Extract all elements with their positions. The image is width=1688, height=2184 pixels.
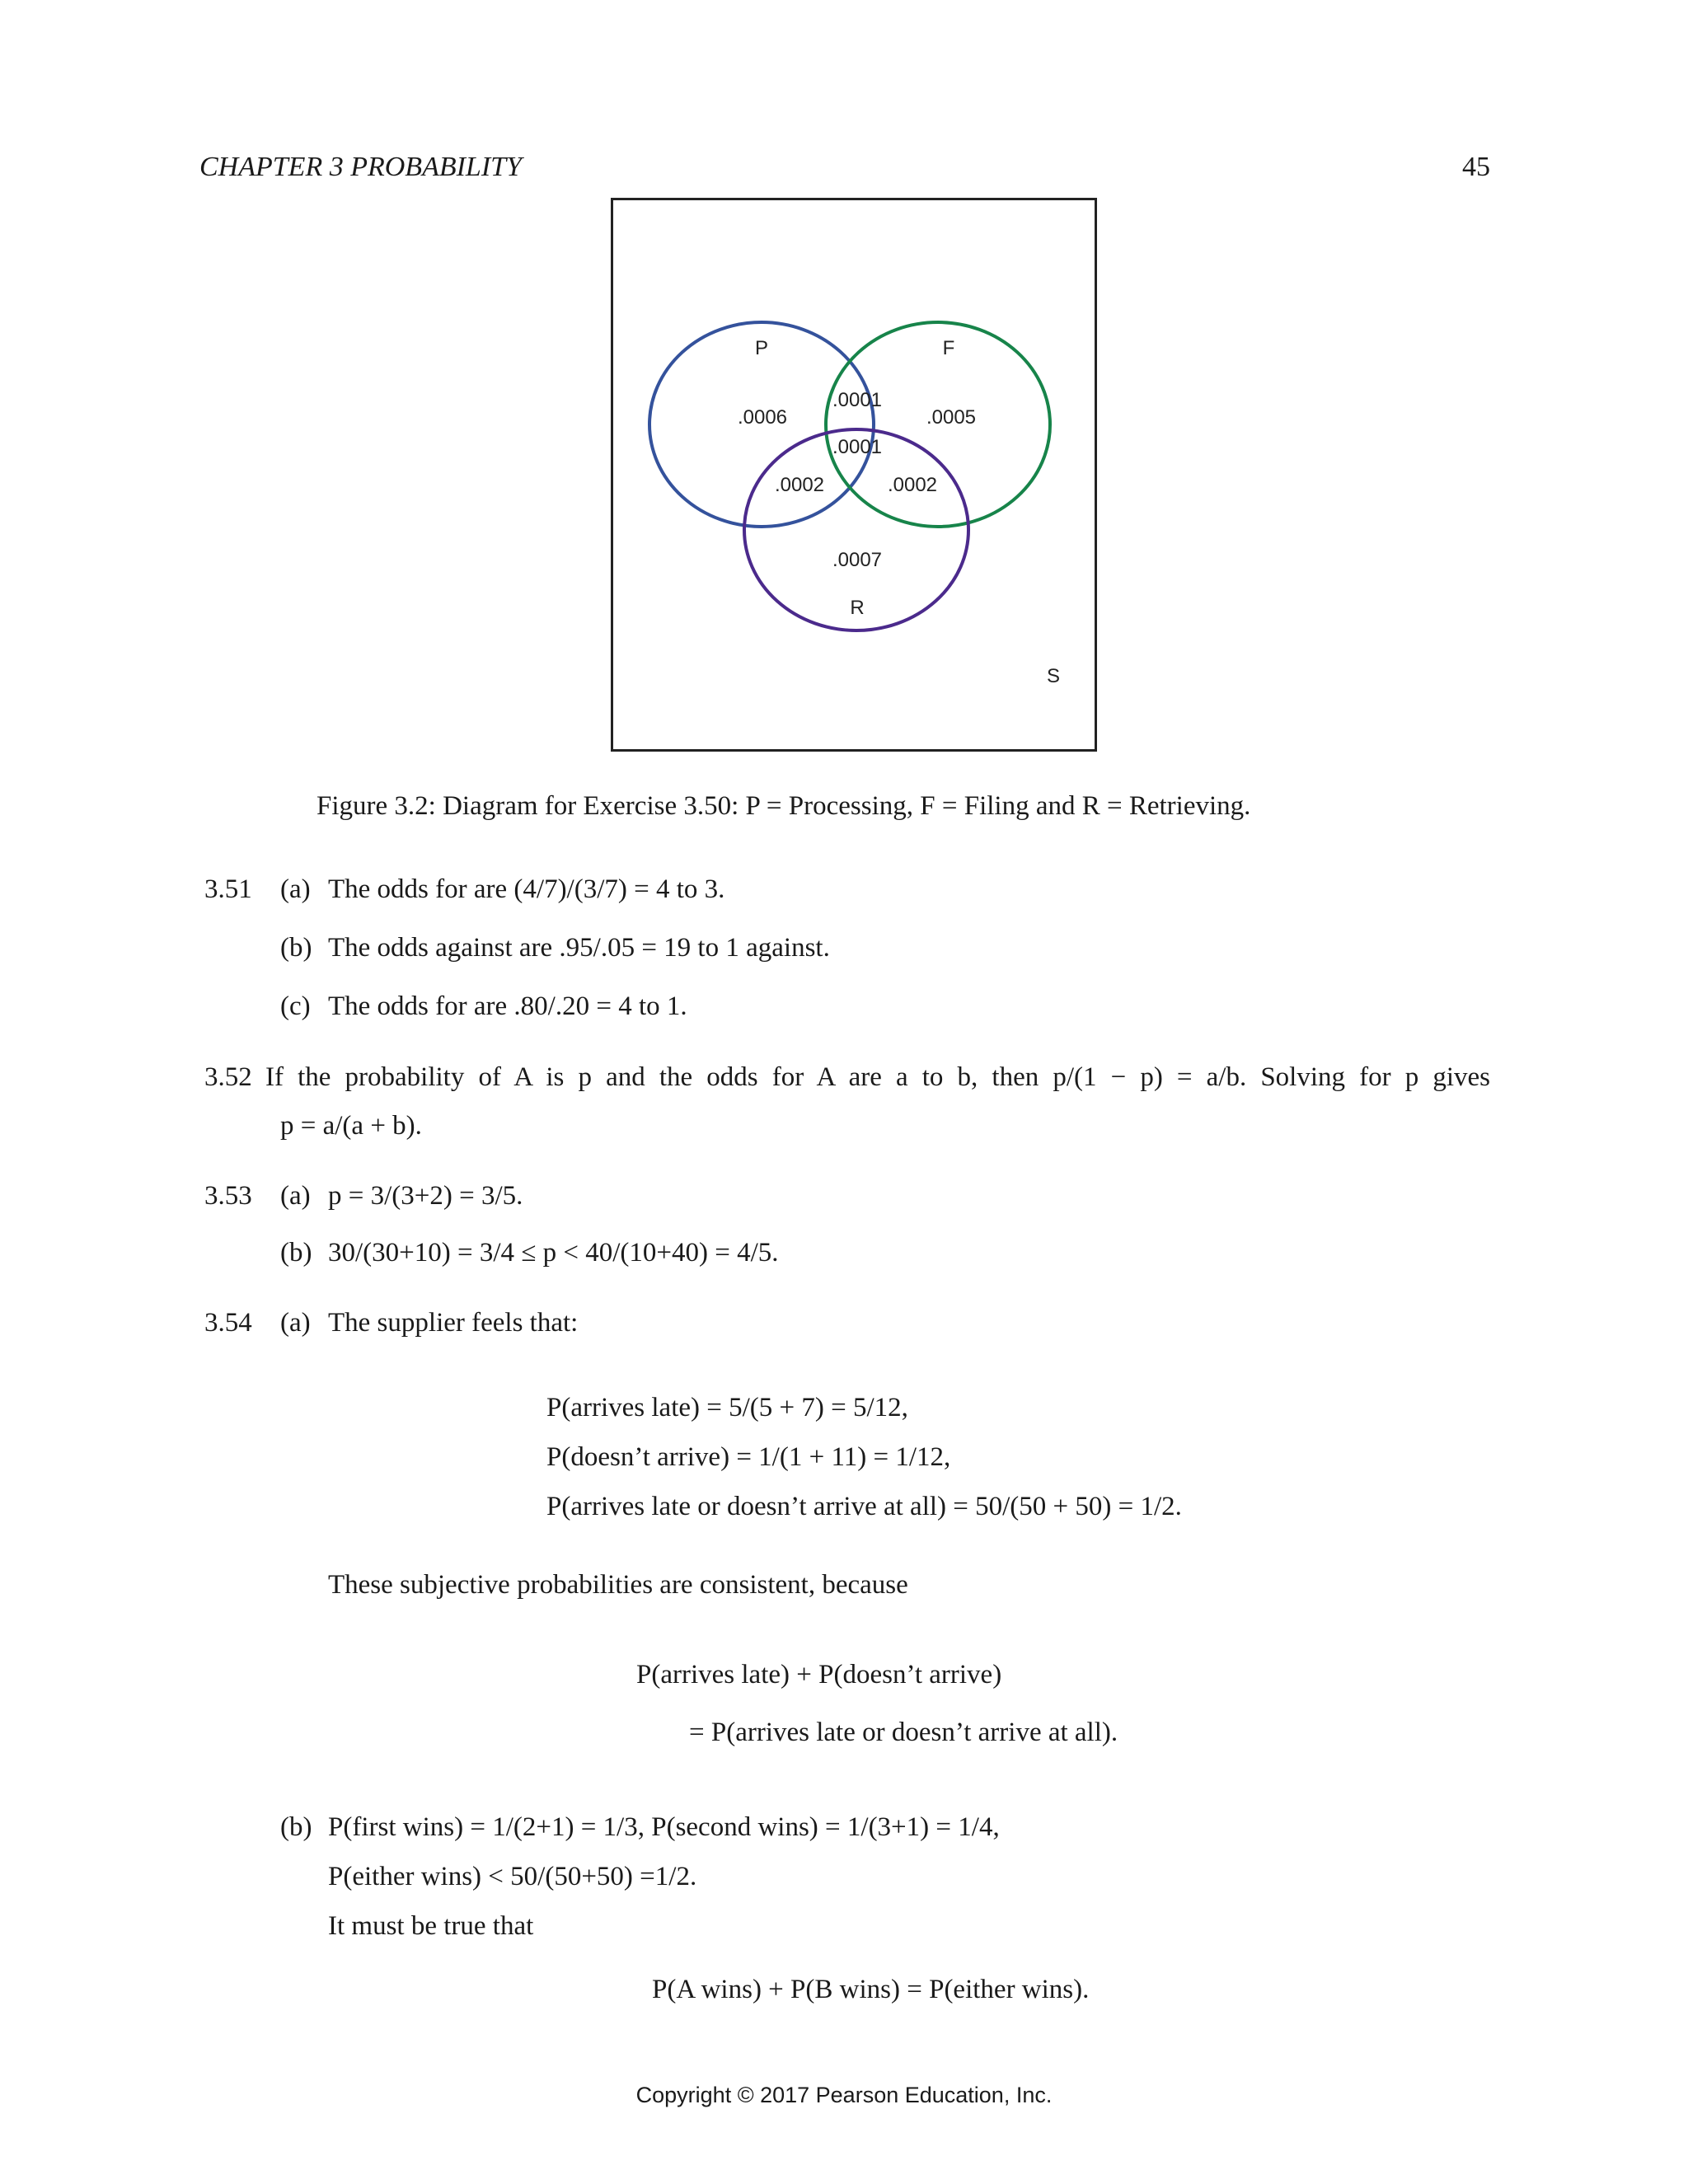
- part-label: (c): [280, 991, 311, 1021]
- part-label: (b): [280, 1238, 312, 1268]
- exercise-number: 3.54: [204, 1308, 252, 1338]
- part-label: (b): [280, 933, 312, 963]
- figure-caption: Figure 3.2: Diagram for Exercise 3.50: P = Processing, F = Filing and R = Retrieving.: [316, 791, 1251, 821]
- answer-text: P(either wins) < 50/(50+50) =1/2.: [328, 1862, 697, 1891]
- answer-text: It must be true that: [328, 1911, 534, 1941]
- answer-text: The odds against are .95/.05 = 19 to 1 against.: [328, 933, 830, 963]
- region-r-only: .0007: [832, 549, 883, 571]
- chapter-title: CHAPTER 3 PROBABILITY: [199, 152, 522, 182]
- universe-label: S: [1046, 665, 1061, 687]
- set-r-label: R: [850, 597, 865, 619]
- answer-text: 30/(30+10) = 3/4 ≤ p < 40/(10+40) = 4/5.: [328, 1238, 779, 1268]
- region-p-r-only: .0002: [774, 474, 825, 496]
- answer-text: If the probability of A is p and the odds for A are a to b, then p/(1 − p) = a/b. Solving for p gives: [265, 1062, 1490, 1092]
- answer-text: These subjective probabilities are consistent, because: [328, 1570, 908, 1600]
- exercise-number: 3.53: [204, 1181, 252, 1211]
- part-label: (a): [280, 874, 311, 904]
- answer-text: The odds for are .80/.20 = 4 to 1.: [328, 991, 687, 1021]
- equation: = P(arrives late or doesn’t arrive at all).: [689, 1718, 1118, 1747]
- part-label: (b): [280, 1812, 312, 1842]
- answer-text: p = 3/(3+2) = 3/5.: [328, 1181, 523, 1211]
- region-p-f-r: .0001: [832, 436, 883, 458]
- equation: P(arrives late) = 5/(5 + 7) = 5/12,: [546, 1393, 908, 1422]
- region-p-only: .0006: [737, 406, 788, 429]
- exercise-number: 3.52: [204, 1062, 252, 1092]
- region-p-f-only: .0001: [832, 389, 883, 411]
- equation: P(arrives late or doesn’t arrive at all) = 50/(50 + 50) = 1/2.: [546, 1492, 1182, 1521]
- exercise-number: 3.51: [204, 874, 252, 904]
- answer-text: p = a/(a + b).: [280, 1111, 422, 1141]
- part-label: (a): [280, 1181, 311, 1211]
- answer-text: P(first wins) = 1/(2+1) = 1/3, P(second wins) = 1/(3+1) = 1/4,: [328, 1812, 1000, 1842]
- region-f-r-only: .0002: [887, 474, 938, 496]
- equation: P(arrives late) + P(doesn’t arrive): [636, 1660, 1002, 1690]
- equation: P(A wins) + P(B wins) = P(either wins).: [652, 1975, 1090, 2004]
- answer-text: The supplier feels that:: [328, 1308, 579, 1338]
- set-p-label: P: [754, 337, 769, 359]
- venn-diagram: [611, 198, 1097, 752]
- part-label: (a): [280, 1308, 311, 1338]
- copyright-footer: Copyright © 2017 Pearson Education, Inc.: [635, 2083, 1053, 2107]
- page-number: 45: [1462, 152, 1490, 182]
- region-f-only: .0005: [926, 406, 977, 429]
- equation: P(doesn’t arrive) = 1/(1 + 11) = 1/12,: [546, 1442, 951, 1472]
- set-f-label: F: [942, 337, 955, 359]
- answer-text: The odds for are (4/7)/(3/7) = 4 to 3.: [328, 874, 725, 904]
